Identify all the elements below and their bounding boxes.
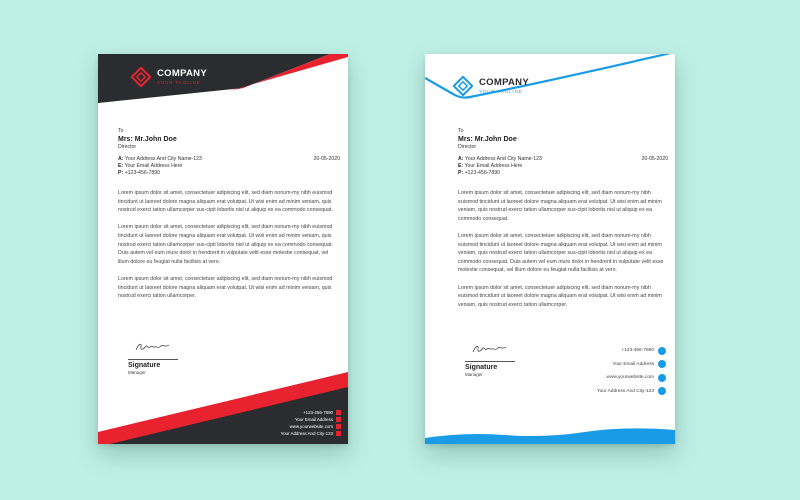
email-value: Your Email Address Here	[464, 163, 523, 169]
body-paragraph: Lorem ipsum dolor sit amet, consectetuer adipiscing elit, sed diam nonum-my nibh euismod tincidunt ut laoreet dolore magna aliquam erat volutpat. Ut wisi enim ad minim veniam, quis nostrud exerci tation ullamcorper sus-cipit lobortis nisl ut aliquip ex ea commodo consequat.	[458, 190, 662, 222]
contact-email: Your Email Address	[612, 361, 654, 367]
signature-title: Manager	[128, 369, 146, 375]
phone-value: +123-456-7890	[124, 170, 160, 176]
footer-blue-wave	[425, 428, 675, 444]
email-row	[118, 163, 340, 170]
contact-email: Your Email Address	[294, 417, 333, 422]
email-label: E:	[458, 163, 464, 169]
contact-row	[281, 430, 341, 437]
contact-web: www.yourwebsite.com	[289, 424, 333, 429]
company-logo	[453, 76, 529, 96]
company-name: COMPANY	[479, 76, 529, 88]
phone-icon	[658, 347, 666, 355]
contact-row	[597, 371, 666, 385]
body-paragraph: Lorem ipsum dolor sit amet, consectetuer adipiscing elit, sed diam nonum-my nibh euismod tincidunt ut laoreet dolore magna aliquam erat volutpat. Ut wisi enim ad minim veniam, quis nostrud exerci tation ullamcorper.	[118, 275, 333, 300]
location-icon	[658, 387, 666, 395]
signature-script-text: Signature	[144, 352, 149, 353]
contact-phone: +123-456-7890	[621, 348, 654, 353]
letter-body	[458, 189, 666, 318]
email-icon	[658, 360, 666, 368]
footer-contacts	[281, 409, 341, 437]
contact-web: www.yourwebsite.com	[606, 375, 654, 380]
signature-name: Signature	[128, 361, 161, 369]
location-icon	[336, 431, 341, 436]
recipient-name: Mrs: Mr.John Doe	[458, 136, 517, 143]
email-value: Your Email Address Here	[124, 163, 183, 169]
web-icon	[658, 374, 666, 382]
company-tagline: YOUR TAGLINE	[479, 88, 523, 94]
letter-date: 20-05-2020	[313, 156, 340, 162]
letterhead-blue	[425, 54, 675, 444]
logo-mark-icon	[131, 67, 151, 87]
address-row	[118, 156, 340, 163]
contact-address: Your Address And City-123	[280, 431, 333, 436]
phone-label: P:	[458, 170, 464, 176]
contact-address: Your Address And City-123	[596, 388, 654, 394]
email-label: E:	[118, 163, 124, 169]
signature-block	[128, 340, 188, 376]
recipient-role: Director	[118, 144, 137, 150]
email-row	[458, 163, 668, 170]
company-tagline: YOUR TAGLINE	[157, 79, 201, 85]
letter-body	[118, 189, 336, 309]
address-label: A:	[458, 156, 464, 162]
contact-row	[281, 416, 341, 423]
company-logo	[131, 67, 207, 87]
letter-meta	[118, 128, 340, 177]
recipient-name: Mrs: Mr.John Doe	[118, 136, 177, 143]
letter-meta	[458, 128, 668, 177]
phone-row	[118, 170, 340, 177]
contact-row	[597, 358, 666, 372]
footer-contacts	[597, 344, 666, 398]
signature-line	[128, 359, 178, 360]
signature-script-text: Signature	[481, 354, 486, 355]
contact-row	[597, 385, 666, 399]
signature-scribble	[134, 341, 172, 353]
body-paragraph: Lorem ipsum dolor sit amet, consectetuer adipiscing elit, sed diam nonum-my nibh euismod tincidunt ut laoreet dolore magna aliquam erat volutpat. Ut wisi enim ad minim veniam, quis nostrud exerci tation ullamcorper sus-cipit lobortis nisl ut aliquip ex ea commodo consequat. Duis autem vel eum iriure dolor in hendrerit in vulputate velit esse molestie consequat, vel illum dolore eu feugiat nulla facilisis at vero.	[458, 232, 664, 274]
recipient-role: Director	[458, 144, 477, 150]
address-label: A:	[118, 156, 124, 162]
company-name: COMPANY	[157, 67, 207, 79]
phone-icon	[336, 410, 341, 415]
signature-title: Manager	[465, 371, 483, 377]
contact-row	[597, 344, 666, 358]
phone-value: +123-456-7890	[464, 170, 500, 176]
logo-mark-icon	[453, 76, 473, 96]
to-label: To	[458, 128, 464, 134]
web-icon	[336, 424, 341, 429]
contact-row	[281, 423, 341, 430]
address-value: Your Address And City Name-123	[124, 156, 202, 162]
phone-label: P:	[118, 170, 124, 176]
address-row	[458, 156, 668, 163]
signature-block	[465, 342, 525, 378]
contact-phone: +123-456-7890	[303, 410, 333, 415]
signature-line	[465, 361, 515, 362]
to-label: To	[118, 128, 124, 134]
letter-date: 20-05-2020	[641, 156, 668, 162]
signature-name: Signature	[465, 363, 498, 371]
address-value: Your Address And City Name-123	[464, 156, 542, 162]
contact-row	[281, 409, 341, 416]
letterhead-red	[98, 54, 348, 444]
body-paragraph: Lorem ipsum dolor sit amet, consectetuer adipiscing elit, sed diam nonum-my nibh euismod tincidunt ut laoreet dolore magna aliquam erat volutpat. Ut wisi enim ad minim veniam, quis nostrud exerci tation ullamcorper sus-cipit lobortis nisl ut aliquip ex ea commodo consequat.	[118, 190, 333, 214]
email-icon	[336, 417, 341, 422]
body-paragraph: Lorem ipsum dolor sit amet, consectetuer adipiscing elit, sed diam nonum-my nibh euismod tincidunt ut laoreet dolore magna aliquam erat volutpat. Ut wisi enim ad minim veniam, quis nostrud exerci tation ullamcorper sus-cipit lobortis nisl ut aliquip ex ea commodo consequat. Duis autem vel eum iriure dolor in hendrerit in vulputate velit esse molestie consequat, vel illum dolore eu feugiat nulla facilisis at vero.	[118, 224, 333, 265]
signature-scribble	[471, 343, 509, 355]
phone-row	[458, 170, 668, 177]
body-paragraph: Lorem ipsum dolor sit amet, consectetuer adipiscing elit, sed diam nonum-my nibh euismod tincidunt ut laoreet dolore magna aliquam erat volutpat. Ut wisi enim ad minim veniam, quis nostrud exerci tation ullamcorper.	[458, 284, 662, 308]
